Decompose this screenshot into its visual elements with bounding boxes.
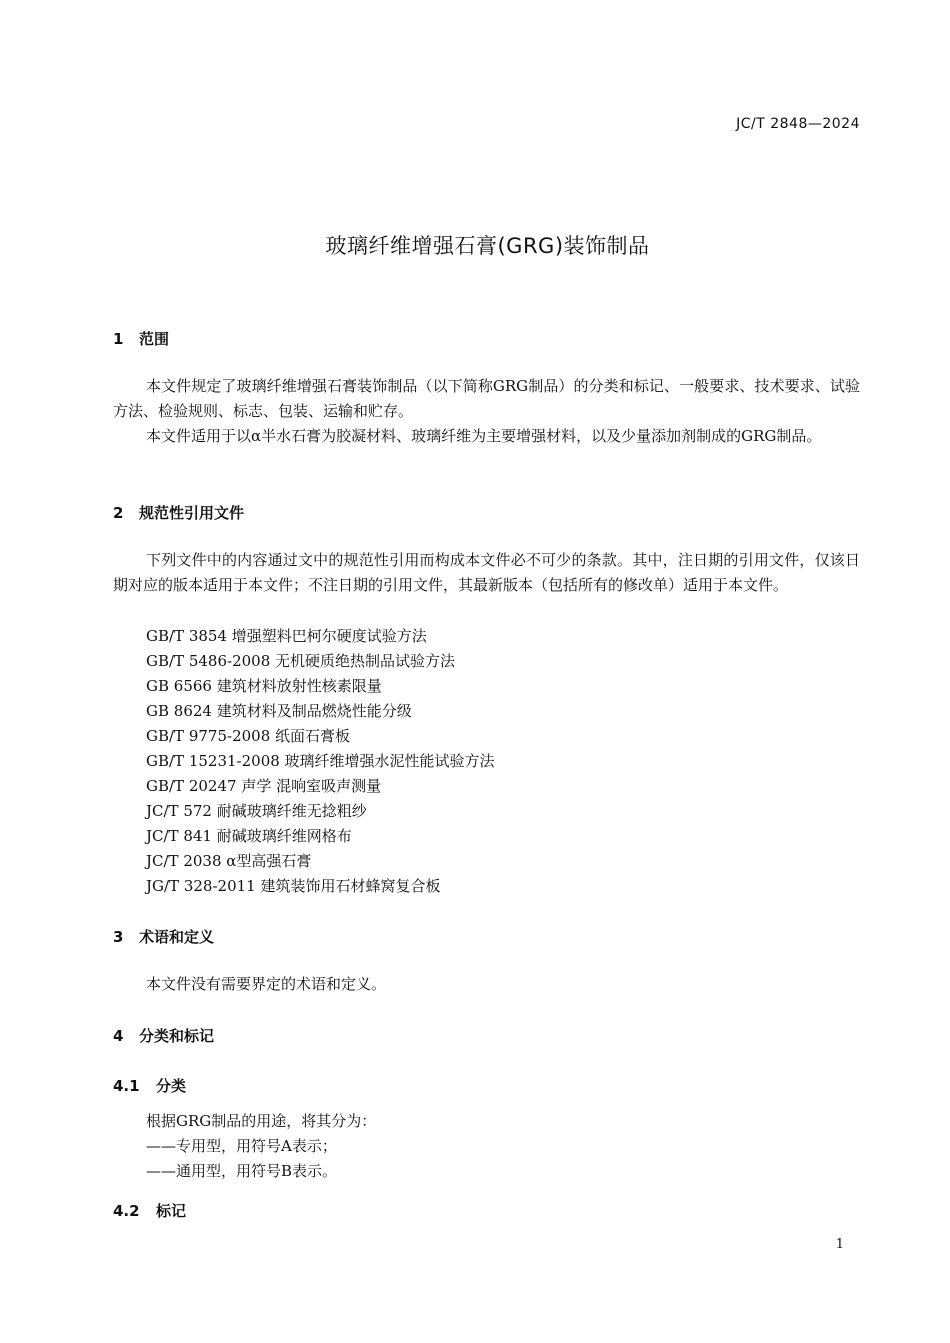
classification-item: ——专用型，用符号A表示；	[146, 1137, 337, 1155]
section-1-paragraph-2: 本文件适用于以α半水石膏为胶凝材料、玻璃纤维为主要增强材料，以及少量添加剂制成的GRG制品。	[146, 427, 822, 445]
standard-code: JC/T 2848—2024	[736, 116, 860, 132]
section-number: 2	[113, 504, 124, 522]
section-number: 4.1	[113, 1077, 140, 1095]
section-1-paragraph-1: 本文件规定了玻璃纤维增强石膏装饰制品（以下简称GRG制品）的分类和标记、一般要求、技术要求、试验方法、检验规则、标志、包装、运输和贮存。	[113, 377, 860, 420]
section-number: 3	[113, 928, 124, 946]
section-4-2-heading	[113, 1200, 186, 1221]
reference-item: JC/T 841 耐碱玻璃纤维网格布	[146, 827, 352, 845]
section-1-heading	[113, 328, 169, 349]
reference-item: GB/T 3854 增强塑料巴柯尔硬度试验方法	[146, 627, 427, 645]
reference-item: JG/T 328-2011 建筑装饰用石材蜂窝复合板	[146, 877, 441, 895]
section-2-intro: 下列文件中的内容通过文中的规范性引用而构成本文件必不可少的条款。其中，注日期的引用文件，仅该日期对应的版本适用于本文件；不注日期的引用文件，其最新版本（包括所有的修改单）适用于本文件。	[113, 551, 860, 594]
section-title: 分类和标记	[139, 1027, 215, 1045]
section-3-text: 本文件没有需要界定的术语和定义。	[146, 975, 387, 993]
section-title: 范围	[139, 330, 170, 348]
section-4-heading	[113, 1025, 214, 1046]
classification-intro: 根据GRG制品的用途，将其分为：	[146, 1112, 377, 1130]
section-number: 4.2	[113, 1202, 140, 1220]
section-number: 1	[113, 330, 124, 348]
section-title: 分类	[156, 1077, 187, 1095]
section-4-1-heading	[113, 1075, 186, 1096]
reference-item: GB/T 5486-2008 无机硬质绝热制品试验方法	[146, 652, 456, 670]
reference-item: JC/T 572 耐碱玻璃纤维无捻粗纱	[146, 802, 367, 820]
section-2-heading	[113, 502, 244, 523]
section-title: 术语和定义	[139, 928, 215, 946]
section-title: 标记	[156, 1202, 187, 1220]
reference-item: GB/T 20247 声学 混响室吸声测量	[146, 777, 382, 795]
section-number: 4	[113, 1027, 124, 1045]
section-3-heading	[113, 926, 214, 947]
page-number: 1	[835, 1237, 844, 1252]
section-title: 规范性引用文件	[139, 504, 245, 522]
reference-item: GB/T 15231-2008 玻璃纤维增强水泥性能试验方法	[146, 752, 495, 770]
document-title: 玻璃纤维增强石膏(GRG)装饰制品	[325, 234, 650, 258]
reference-item: GB 6566 建筑材料放射性核素限量	[146, 677, 382, 695]
normative-reference-list	[146, 624, 495, 899]
classification-item: ——通用型，用符号B表示。	[146, 1162, 338, 1180]
reference-item: GB 8624 建筑材料及制品燃烧性能分级	[146, 702, 412, 720]
reference-item: GB/T 9775-2008 纸面石膏板	[146, 727, 351, 745]
reference-item: JC/T 2038 α型高强石膏	[146, 852, 312, 870]
